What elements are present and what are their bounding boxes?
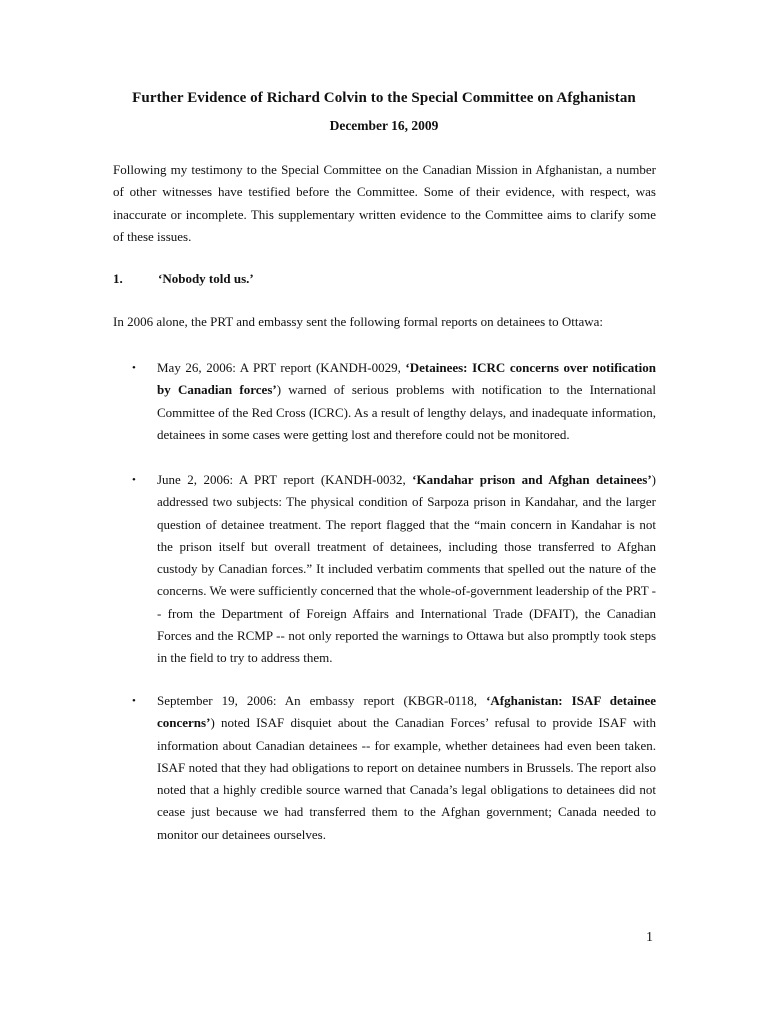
bullet-item (132, 357, 657, 446)
bullet-prefix: June 2, 2006: A PRT report (KANDH-0032, (157, 472, 413, 487)
page-number: 1 (646, 930, 653, 945)
bullet-prefix: September 19, 2006: An embassy report (KBGR-0118, (157, 693, 487, 708)
bullet-report-title: ‘Kandahar prison and Afghan detainees’ (412, 472, 652, 487)
bullet-item (132, 469, 656, 670)
bullet-item (132, 690, 656, 846)
document-date: December 16, 2009 (329, 118, 439, 133)
bullet-dot-icon: • (132, 695, 136, 707)
bullet-report-title: ‘Afghanistan: ISAF detainee concerns’ (157, 693, 656, 731)
bullet-text: ) addressed two subjects: The physical condition of Sarpoza prison in Kandahar, and the larger question of detainee treatment. The report flagged that the “main concern in Kandahar is not the prison itself but overall treatment of detainees, including those transferred to Afghan custody by Canadian forces.” It included verbatim comments that spelled out the nature of the concerns. We were sufficiently concerned that the whole-of-government leadership of the PRT -- from the Department of Foreign Affairs and International Trade (DFAIT), the Canadian Forces and the RCMP -- not only reported the warnings to Ottawa but also promptly took steps in the field to try to address them. (157, 472, 656, 666)
bullet-prefix: May 26, 2006: A PRT report (KANDH-0029, (157, 360, 406, 375)
bullet-report-title: ‘Detainees: ICRC concerns over notification by Canadian forces’ (157, 360, 656, 398)
intro-paragraph: Following my testimony to the Special Committee on the Canadian Mission in Afghanistan, a number of other witnesses have testified before the Committee. Some of their evidence, with respect, was inaccurate or incomplete. This supplementary written evidence to the Committee aims to clarify some of these issues. (113, 162, 656, 244)
section-heading-text: ‘Nobody told us.’ (158, 271, 254, 286)
section-number: 1. (113, 271, 123, 286)
bullet-text: ) noted ISAF disquiet about the Canadian Forces’ refusal to provide ISAF with information about Canadian detainees -- for example, whether detainees had even been taken. ISAF noted that they had obligations to report on detainee numbers in Brussels. The report also noted that a highly credible source warned that Canada’s legal obligations to detainees did not cease just because we had transferred them to the Afghan government; Canada needed to monitor our detainees ourselves. (157, 715, 656, 842)
document-title: Further Evidence of Richard Colvin to the Special Committee on Afghanistan (132, 90, 636, 106)
bullet-text: ) warned of serious problems with notification to the International Committee of the Red Cross (ICRC). As a result of lengthy delays, and inadequate information, detainees in some cases were getting lost and therefore could not be monitored. (157, 382, 657, 442)
bullet-dot-icon: • (132, 362, 136, 374)
lead-paragraph: In 2006 alone, the PRT and embassy sent the following formal reports on detainees to Ottawa: (113, 314, 603, 329)
section-heading (113, 271, 254, 287)
bullet-dot-icon: • (132, 474, 136, 486)
